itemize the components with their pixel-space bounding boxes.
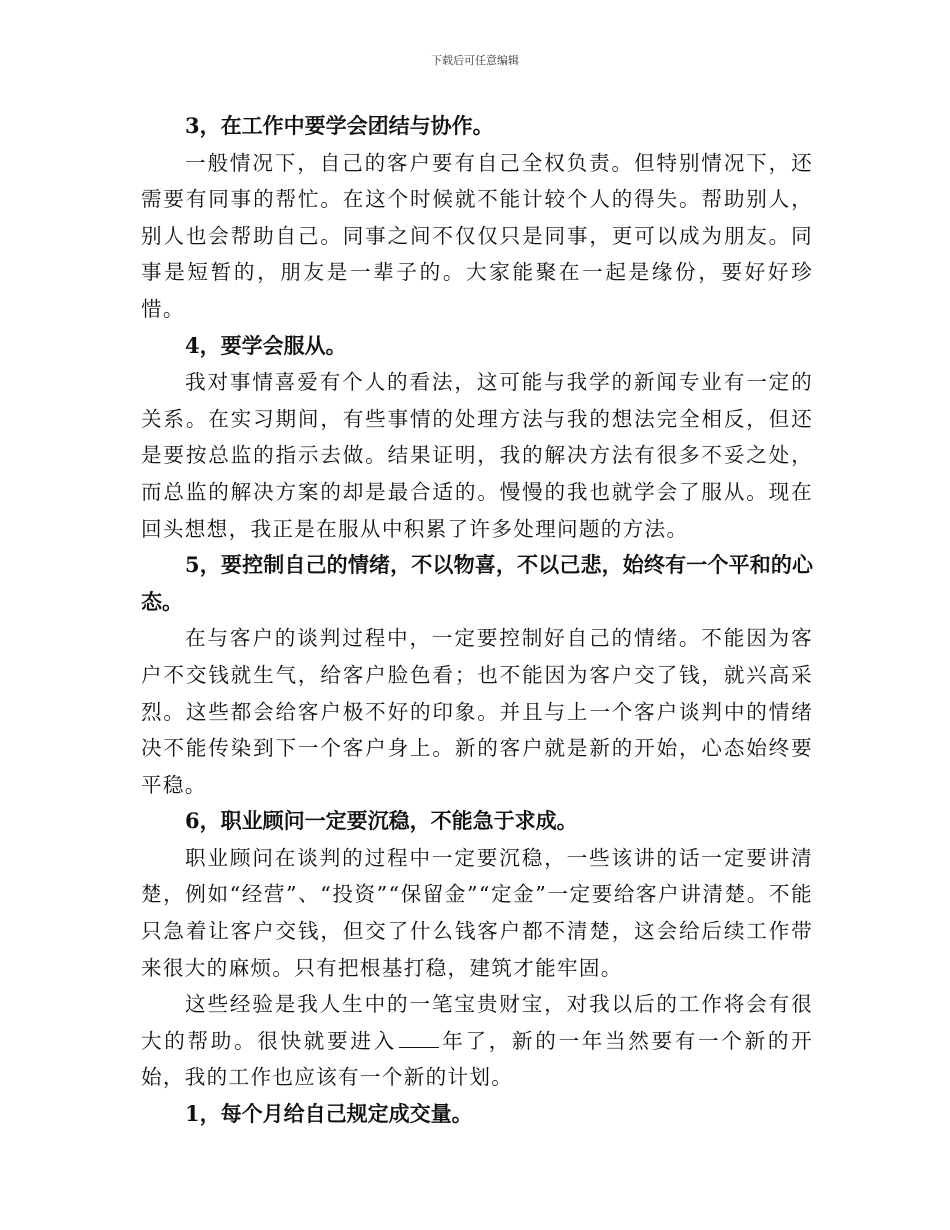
section-heading-3: 3，在工作中要学会团结与协作。 bbox=[185, 113, 494, 138]
section-heading-5: 5，要控制自己的情绪，不以物喜，不以己悲，始终有一个平和的心态。 bbox=[141, 552, 813, 614]
paragraph-composure: 职业顾问在谈判的过程中一定要沉稳，一些该讲的话一定要讲清楚，例如“经营”、“投资”“保留金”“定金”一定要给客户讲清楚。不能只急着让客户交钱，但交了什么钱客户都不清楚，这会给后续工作带来很大的麻烦。只有把根基打稳，建筑才能牢固。 bbox=[141, 845, 813, 980]
paragraph-emotion: 在与客户的谈判过程中，一定要控制好自己的情绪。不能因为客户不交钱就生气，给客户脸色看；也不能因为客户交了钱，就兴高采烈。这些都会给客户极不好的印象。并且与上一个客户谈判中的情绪决不能传染到下一个客户身上。新的客户就是新的开始，心态始终要平稳。 bbox=[141, 626, 813, 797]
year-blank bbox=[399, 1029, 439, 1048]
section-heading-6: 6，职业顾问一定要沉稳，不能急于求成。 bbox=[185, 808, 578, 834]
paragraph-text-after-blank: 年了，新的一年当然要有一个新的开始，我的工作也应该有一个新的计划。 bbox=[141, 1028, 813, 1090]
paragraph-new-year-plan bbox=[141, 986, 813, 1096]
section-heading-4: 4，要学会服从。 bbox=[185, 332, 347, 358]
paragraph-obedience: 我对事情喜爱有个人的看法，这可能与我学的新闻专业有一定的关系。在实习期间，有些事情的处理方法与我的想法完全相反，但还是要按总监的指示去做。结果证明，我的解决方法有很多不妥之处，而总监的解决方案的却是最合适的。慢慢的我也就学会了服从。现在回头想想，我正是在服从中积累了许多处理问题的方法。 bbox=[141, 370, 813, 541]
plan-heading-1: 1，每个月给自己规定成交量。 bbox=[185, 1101, 473, 1127]
document-body bbox=[141, 108, 813, 1133]
page-header: 下载后可任意编辑 bbox=[431, 54, 519, 67]
paragraph-text-before-blank: 这些经验是我人生中的一笔宝贵财宝，对我以后的工作将会有很大的帮助。很快就要进入 bbox=[141, 992, 813, 1053]
paragraph-teamwork: 一般情况下，自己的客户要有自己全权负责。但特别情况下，还需要有同事的帮忙。在这个时候就不能计较个人的得失。帮助别人，别人也会帮助自己。同事之间不仅仅只是同事，更可以成为朋友。同事是短暂的，朋友是一辈子的。大家能聚在一起是缘份，要好好珍惜。 bbox=[141, 150, 813, 321]
